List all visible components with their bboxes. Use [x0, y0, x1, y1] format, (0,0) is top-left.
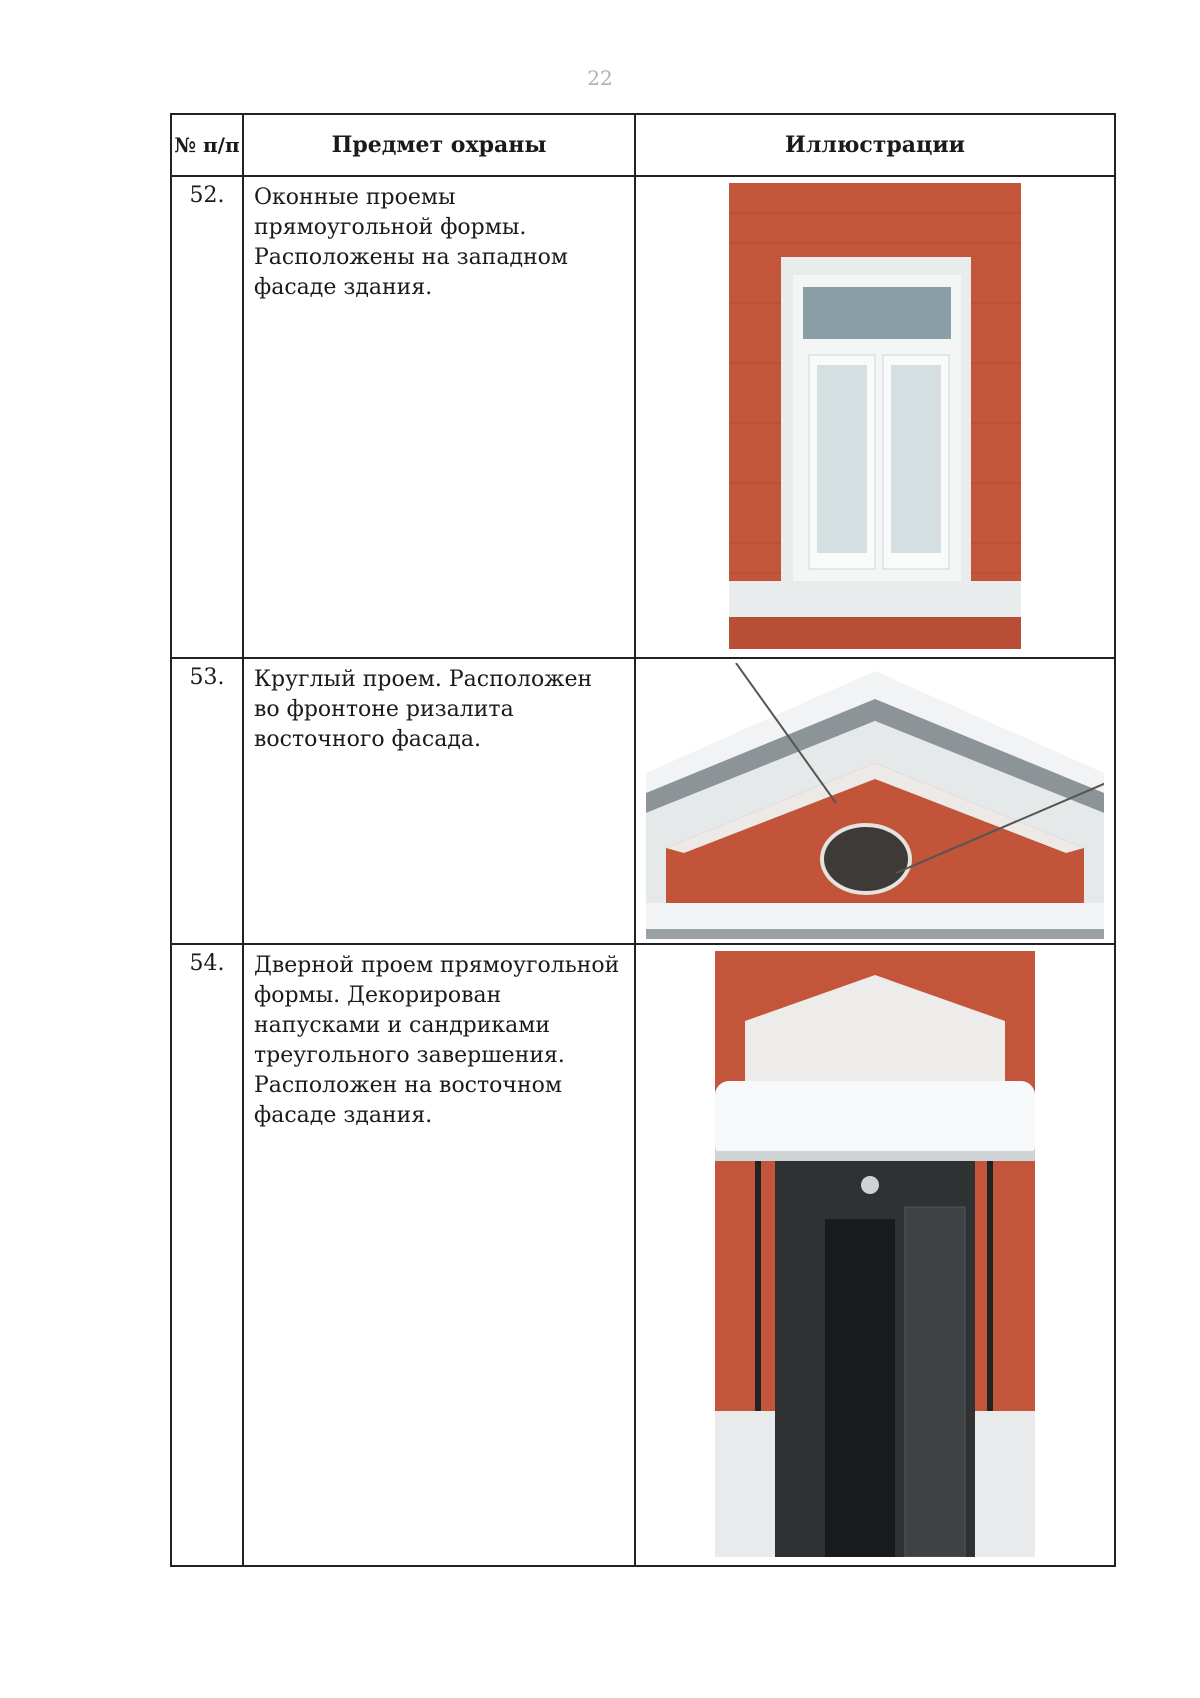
page-number: 22	[587, 66, 613, 90]
row-number: 54.	[171, 944, 243, 1566]
row-number: 52.	[171, 176, 243, 658]
row-illustration	[635, 944, 1115, 1566]
header-illustrations: Иллюстрации	[635, 114, 1115, 176]
table-row	[171, 176, 1115, 658]
row-illustration	[635, 658, 1115, 944]
row-number: 53.	[171, 658, 243, 944]
window-photo	[729, 183, 1021, 649]
door-photo	[715, 951, 1035, 1557]
table-row	[171, 658, 1115, 944]
table-row	[171, 944, 1115, 1566]
row-description: Дверной проем прямоугольной формы. Декорирован напусками и сандриками треугольного завершения. Расположен на восточном фасаде здания.	[243, 944, 635, 1566]
row-illustration	[635, 176, 1115, 658]
row-description: Круглый проем. Расположен во фронтоне ризалита восточного фасада.	[243, 658, 635, 944]
header-number: № п/п	[171, 114, 243, 176]
header-subject: Предмет охраны	[243, 114, 635, 176]
round-opening-photo	[646, 663, 1104, 939]
table-header-row	[171, 114, 1115, 176]
heritage-table	[170, 113, 1116, 1567]
row-description: Оконные проемы прямоугольной формы. Расположены на западном фасаде здания.	[243, 176, 635, 658]
